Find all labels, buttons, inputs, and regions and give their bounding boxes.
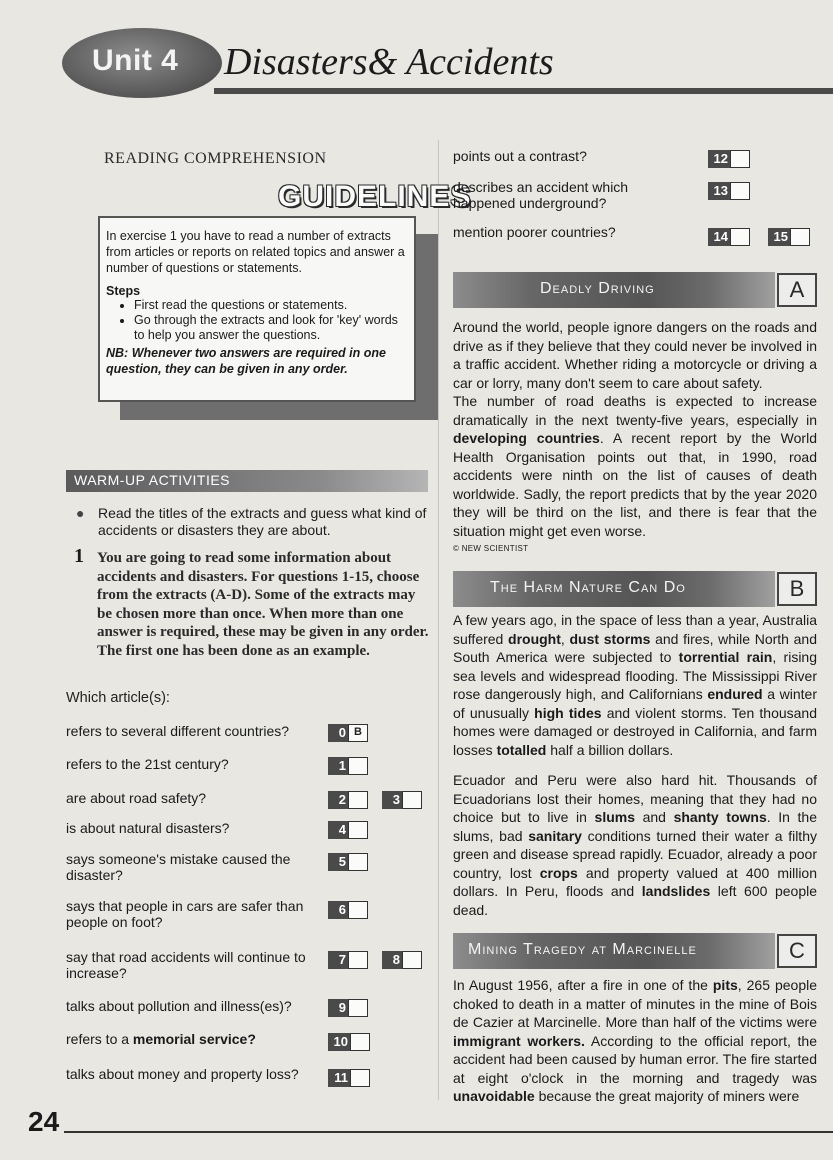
question-text: mention poorer countries? [453, 224, 616, 240]
text-run: In August 1956, after a fire in one of the [453, 977, 713, 993]
answer-box[interactable] [348, 757, 368, 775]
answer-box[interactable] [348, 999, 368, 1017]
question-number: 8 [382, 951, 402, 969]
text-run-bold: shanty towns [673, 809, 767, 825]
answer-box[interactable] [730, 182, 750, 200]
text-run-bold: crops [539, 864, 578, 881]
question-number: 5 [328, 853, 348, 871]
answer-box[interactable] [730, 228, 750, 246]
answer-box[interactable] [348, 821, 368, 839]
article-a-body [453, 318, 817, 559]
text-run-bold: developing countries [453, 430, 600, 446]
text-run-bold: high tides [534, 704, 602, 721]
warmup-heading [74, 472, 230, 488]
question-text: talks about pollution and illness(es)? [66, 998, 292, 1014]
article-c-body [453, 976, 817, 1106]
answer-box[interactable] [348, 901, 368, 919]
text-run: . In the slums, bad [453, 809, 817, 844]
question-text: is about natural disasters? [66, 820, 230, 836]
header-rule [214, 88, 833, 94]
text-run-bold: landslides [641, 883, 711, 899]
answer-box[interactable] [402, 951, 422, 969]
question-text: say that road accidents will continue to increase? [66, 949, 306, 981]
footer-rule [64, 1131, 833, 1133]
exercise-number: 1 [74, 545, 84, 567]
answer-box[interactable]: B [348, 724, 368, 742]
text-run-bold: drought [508, 630, 561, 647]
text-run: According to the official report, the accident had been caused by human error. The fire started at eight o'clock in the morning and tragedy was [453, 1032, 818, 1086]
warmup-heading-text: WARM-UP ACTIVITIES [74, 472, 231, 488]
article-a-p2 [453, 392, 817, 540]
question-number: 14 [708, 228, 730, 246]
which-label: Which article(s): [66, 690, 170, 706]
question-number: 2 [328, 791, 348, 809]
article-c-title: Mining Tragedy at Marcinelle [468, 941, 697, 958]
text-run: A few years ago, in the space of less than a year, Australia suffered [453, 612, 817, 647]
text-run: , 265 people choked to death in a matter of minutes in the mine of Bois de Cazier at Marcinelle. More than half of the victims were [453, 977, 817, 1030]
step-item: • Go through the extracts and look for 'key' words to help you answer the questions. [134, 313, 408, 343]
article-b-letter: B [777, 572, 817, 606]
text-run: conditions turned their water a filthy green and disease spread rapidly. Ecuador, already a poor country, lost [453, 827, 817, 881]
text-run: because the great majority of miners were [534, 1088, 800, 1104]
text-run: and violent storms. Ten thousand homes were damaged or destroyed in California, and farm losses [453, 704, 817, 758]
text-run-bold: endured [707, 686, 763, 702]
text-run: . A recent report by the World Health Organisation points out that, in 1990, road accidents were ninth on the list of causes of death worldwide. Sadly, the report predicts that by the year 2020 they will be third on the list, and there is fear that the situation might get even worse. [453, 430, 817, 539]
answer-box[interactable] [348, 853, 368, 871]
text-run-bold: immigrant workers. [453, 1032, 585, 1049]
page-number: 24 [28, 1106, 60, 1137]
answer-box[interactable] [730, 150, 750, 168]
question-text [66, 1031, 311, 1047]
text-run-bold: torrential rain [678, 649, 773, 665]
article-c-p1 [453, 976, 817, 1106]
article-c-letter: C [777, 934, 817, 968]
nb-note: NB: Whenever two answers are required in one question, they can be given in any order. [106, 346, 386, 376]
answer-box[interactable] [350, 1033, 370, 1051]
question-number: 12 [708, 150, 730, 168]
column-divider [438, 140, 439, 1100]
warmup-item: Read the titles of the extracts and guess what kind of accidents or disasters they are about. [98, 505, 427, 538]
article-a-title: Deadly Driving [540, 280, 655, 297]
answer-box[interactable] [348, 791, 368, 809]
article-credit: © NEW SCIENTIST [453, 544, 529, 553]
question-number: 15 [768, 228, 790, 246]
text-run: half a billion dollars. [546, 741, 674, 758]
question-number: 0 [328, 724, 348, 742]
text-run: Ecuador and Peru were also hard hit. Thousands of Ecuadorians lost their homes, meaning that they had no choice but to live in [453, 772, 817, 825]
question-text: refers to the 21st century? [66, 756, 229, 772]
guidelines-intro: In exercise 1 you have to read a number of extracts from articles or reports on related topics and answer a number of questions or statements. [106, 229, 405, 275]
guidelines-title: GUIDELINES [278, 180, 472, 213]
question-number: 6 [328, 901, 348, 919]
question-text: talks about money and property loss? [66, 1066, 299, 1082]
article-a-letter: A [777, 273, 817, 307]
question-number: 3 [382, 791, 402, 809]
text-run-bold: unavoidable [453, 1088, 535, 1104]
question-number: 10 [328, 1033, 350, 1051]
answer-box[interactable] [350, 1069, 370, 1087]
question-number: 13 [708, 182, 730, 200]
text-run-bold: totalled [496, 741, 547, 758]
text-run: a winter of unusually [453, 686, 817, 721]
exercise-instructions: You are going to read some information about accidents and disasters. For questions 1-15, choose from the extracts (A-D). Some of the extracts may be chosen more than once. When more than one answer is required, these may be given in any order. The first one has been done as an example. [97, 550, 429, 659]
text-run: , [560, 630, 570, 647]
question-text: refers to several different countries? [66, 723, 290, 739]
text-run: The number of road deaths is expected to increase dramatically in the next twenty-five years, especially in [453, 393, 817, 428]
bullet-icon: ● [76, 505, 85, 521]
question-number: 7 [328, 951, 348, 969]
text-run-bold: dust storms [569, 630, 651, 647]
question-number: 11 [328, 1069, 350, 1087]
guidelines-box [98, 216, 416, 402]
question-number: 9 [328, 999, 348, 1017]
answer-box[interactable] [348, 951, 368, 969]
article-b-body [453, 611, 817, 919]
text-run-bold: sanitary [528, 827, 582, 844]
article-a-p1: Around the world, people ignore dangers on the roads and drive as if they believe that they could never be involved in a traffic accident. Whether riding a motorcycle or driving a car or lorry, many don't seem to care about safety. [453, 319, 817, 391]
text-run-bold: memorial service? [132, 1031, 256, 1047]
step-item: • First read the questions or statements. [134, 298, 408, 313]
text-run: and [635, 809, 674, 825]
article-b-p1 [453, 611, 817, 759]
answer-box[interactable] [790, 228, 810, 246]
question-text: says that people in cars are safer than people on foot? [66, 898, 304, 930]
page-title: Disasters& Accidents [224, 41, 554, 83]
text-run: and fires, while North and South America were subjected to [453, 630, 817, 665]
text-run: left 600 people dead. [453, 883, 817, 918]
text-run: , rising sea levels and widespread flooding. The Mississippi River rose dangerously high, and Californians [453, 649, 817, 702]
question-number: 4 [328, 821, 348, 839]
question-text: says someone's mistake caused the disaster? [66, 851, 291, 883]
steps-heading: Steps [106, 284, 141, 298]
answer-box[interactable] [402, 791, 422, 809]
article-b-title: The Harm Nature Can Do [490, 579, 686, 596]
article-b-p2 [453, 771, 817, 919]
steps-list [106, 298, 408, 343]
question-text: describes an accident which happened underground? [453, 179, 629, 211]
section-heading: READING COMPREHENSION [104, 150, 327, 167]
text-run: and property valued at 400 million dollars. In Peru, floods and [453, 864, 817, 899]
question-text: are about road safety? [66, 790, 207, 806]
text-run-bold: pits [712, 977, 738, 993]
question-number: 1 [328, 757, 348, 775]
text-run-bold: slums [594, 809, 635, 825]
unit-label: Unit 4 [92, 44, 179, 77]
question-text: points out a contrast? [453, 148, 587, 164]
text-run: refers to a [66, 1031, 133, 1047]
